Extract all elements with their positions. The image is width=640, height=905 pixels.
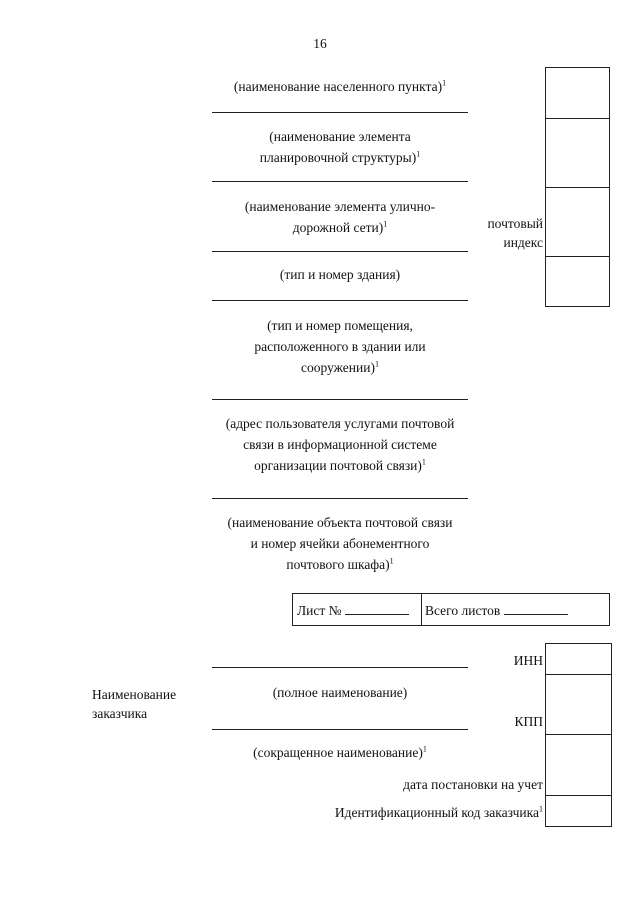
postal-object-caption <box>195 512 485 575</box>
full-name-caption: (полное наименование) <box>272 685 408 700</box>
postal-index-label <box>470 214 543 252</box>
settlement-line <box>212 112 468 113</box>
sheet-number-field <box>297 601 419 620</box>
footnote-mark: 1 <box>442 78 447 88</box>
customer-label-line1: Наименование <box>92 687 177 702</box>
postal-index-divider <box>545 118 610 119</box>
customer-label-line2: заказчика <box>92 706 148 721</box>
total-sheets-blank[interactable] <box>504 602 568 615</box>
premises-caption <box>200 315 480 378</box>
short-name-line <box>212 729 468 730</box>
premises-caption-line2: расположенного в здании или <box>254 339 426 354</box>
street-element-line <box>212 251 468 252</box>
premises-caption-line1: (тип и номер помещения, <box>267 318 413 333</box>
postal-user-caption-line2: связи в информационной системе <box>243 437 437 452</box>
settlement-caption-text: (наименование населенного пункта) <box>233 79 443 94</box>
street-element-caption-line1: (наименование элемента улично- <box>244 199 436 214</box>
postal-index-label-line1: почтовый <box>487 216 543 231</box>
planning-element-caption-line1: (наименование элемента <box>269 129 411 144</box>
registration-date-label: дата постановки на учет <box>403 777 543 792</box>
footnote-mark: 1 <box>539 804 543 814</box>
inn-label: ИНН <box>513 653 543 668</box>
postal-user-caption-line3: организации почтовой связи) <box>254 458 422 473</box>
customer-label <box>92 685 212 723</box>
short-name-caption-text: (сокращенное наименование) <box>253 745 423 760</box>
postal-object-caption-line3: почтового шкафа) <box>286 557 390 572</box>
street-element-caption-line2: дорожной сети) <box>292 220 384 235</box>
sheet-number-blank[interactable] <box>345 602 409 615</box>
planning-element-caption-line2: планировочной структуры) <box>259 150 417 165</box>
postal-user-line <box>212 498 468 499</box>
postal-index-label-line2: индекс <box>503 235 543 250</box>
customer-id-code-label <box>280 803 543 822</box>
footnote-mark: 1 <box>421 457 426 467</box>
footnote-mark: 1 <box>383 219 388 229</box>
planning-element-line <box>212 181 468 182</box>
footnote-mark: 1 <box>422 744 427 754</box>
postal-object-caption-line1: (наименование объекта почтовой связи <box>227 515 453 530</box>
footnote-mark: 1 <box>374 359 379 369</box>
sheet-number-label: Лист № <box>297 603 342 618</box>
sheet-box-divider <box>421 593 422 626</box>
premises-line <box>212 399 468 400</box>
building-line <box>212 300 468 301</box>
settlement-caption <box>200 76 480 97</box>
planning-element-caption <box>200 126 480 168</box>
total-sheets-label: Всего листов <box>425 603 501 618</box>
customer-codes-box <box>545 643 612 827</box>
postal-object-caption-line2: и номер ячейки абонементного <box>250 536 430 551</box>
kpp-box-divider <box>545 734 612 735</box>
street-element-caption <box>200 196 480 238</box>
building-caption: (тип и номер здания) <box>279 267 401 282</box>
short-name-caption <box>200 742 480 763</box>
page-number: 16 <box>313 36 327 51</box>
postal-index-divider <box>545 187 610 188</box>
postal-user-caption-line1: (адрес пользователя услугами почтовой <box>225 416 455 431</box>
postal-user-address-caption <box>195 413 485 476</box>
customer-id-code-text: Идентификационный код заказчика <box>334 805 539 820</box>
footnote-mark: 1 <box>416 149 421 159</box>
total-sheets-field <box>425 601 607 620</box>
kpp-label: КПП <box>514 714 543 729</box>
inn-box-divider <box>545 674 612 675</box>
footnote-mark: 1 <box>389 556 394 566</box>
premises-caption-line3: сооружении) <box>301 360 375 375</box>
full-name-line <box>212 667 468 668</box>
date-box-divider <box>545 795 612 796</box>
postal-index-divider <box>545 256 610 257</box>
